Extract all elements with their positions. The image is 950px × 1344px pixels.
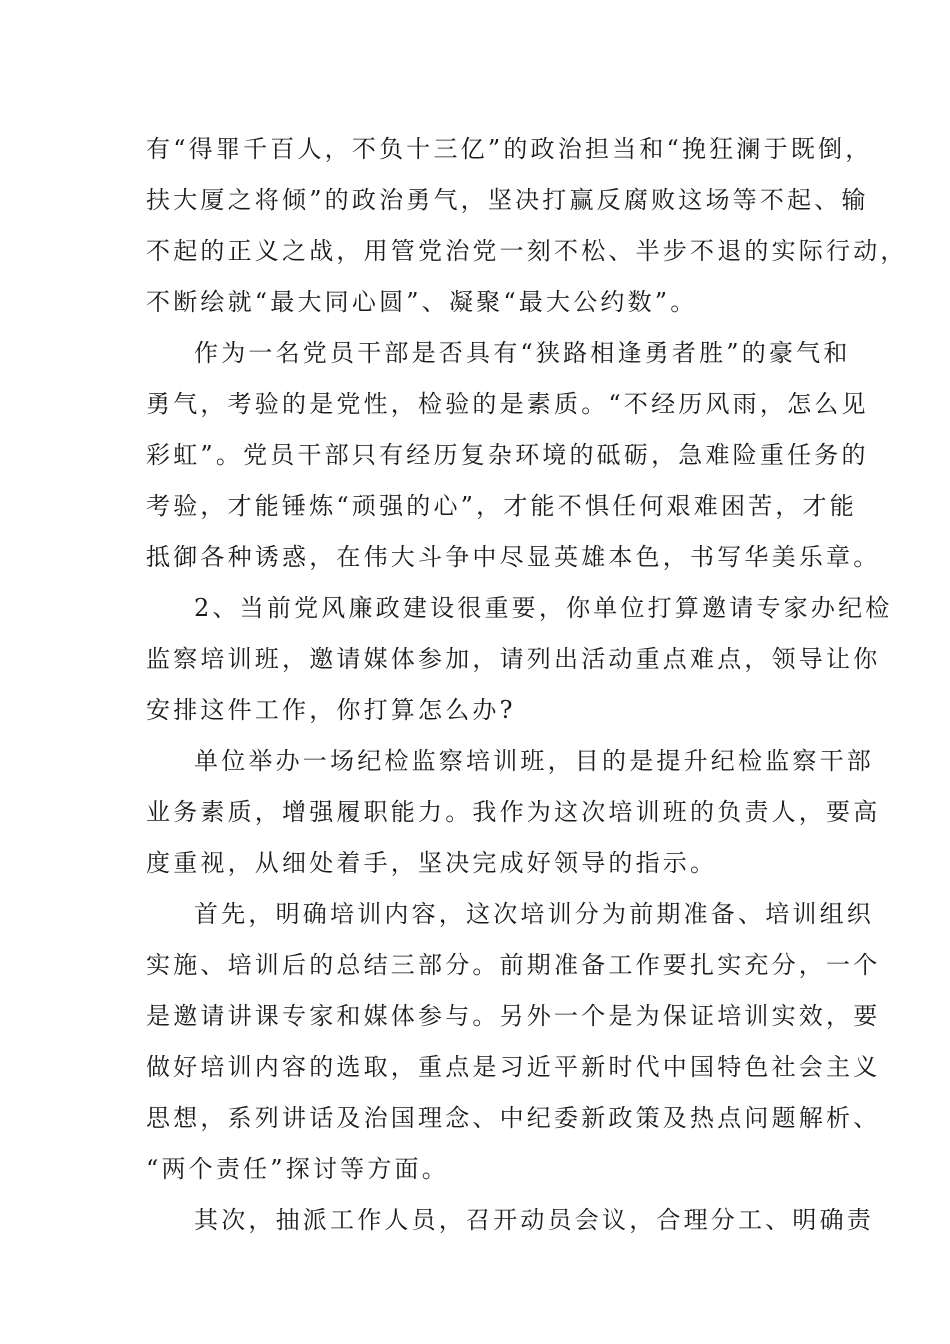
text-line: 扶大厦之将倾”的政治勇气，坚决打赢反腐败这场等不起、输 <box>146 186 869 214</box>
text-line: 度重视，从细处着手，坚决完成好领导的指示。 <box>146 849 718 877</box>
text-line: 勇气，考验的是党性，检验的是素质。“不经历风雨，怎么见 <box>146 390 869 418</box>
text-line: 安排这件工作，你打算怎么办? <box>146 696 516 724</box>
text-line: 不起的正义之战，用管党治党一刻不松、半步不退的实际行动， <box>146 237 908 265</box>
question-heading-line: 2、当前党风廉政建设很重要，你单位打算邀请专家办纪检 <box>194 594 893 622</box>
text-line: 实施、培训后的总结三部分。前期准备工作要扎实充分，一个 <box>146 951 881 979</box>
text-line: 有“得罪千百人，不负十三亿”的政治担当和“挽狂澜于既倒， <box>146 135 873 163</box>
text-line: 不断绘就“最大同心圆”、凝聚“最大公约数”。 <box>146 288 698 316</box>
text-line: “两个责任”探讨等方面。 <box>146 1155 449 1183</box>
text-line: 监察培训班，邀请媒体参加，请列出活动重点难点，领导让你 <box>146 645 881 673</box>
text-line: 是邀请讲课专家和媒体参与。另外一个是为保证培训实效，要 <box>146 1002 881 1030</box>
text-line: 思想，系列讲话及治国理念、中纪委新政策及热点问题解析、 <box>146 1104 881 1132</box>
text-line: 考验，才能锤炼“顽强的心”，才能不惧任何艰难困苦，才能 <box>146 492 857 520</box>
text-line: 彩虹”。党员干部只有经历复杂环境的砥砺，急难险重任务的 <box>146 441 869 469</box>
text-line: 抵御各种诱惑，在伟大斗争中尽显英雄本色，书写华美乐章。 <box>146 543 881 571</box>
paragraph-start-line: 作为一名党员干部是否具有“狭路相逢勇者胜”的豪气和 <box>194 339 851 367</box>
text-line: 业务素质，增强履职能力。我作为这次培训班的负责人，要高 <box>146 798 881 826</box>
paragraph-start-line: 其次，抽派工作人员，召开动员会议，合理分工、明确责 <box>194 1206 874 1234</box>
text-line: 做好培训内容的选取，重点是习近平新时代中国特色社会主义 <box>146 1053 881 1081</box>
paragraph-start-line: 首先，明确培训内容，这次培训分为前期准备、培训组织 <box>194 900 874 928</box>
paragraph-start-line: 单位举办一场纪检监察培训班，目的是提升纪检监察干部 <box>194 747 874 775</box>
